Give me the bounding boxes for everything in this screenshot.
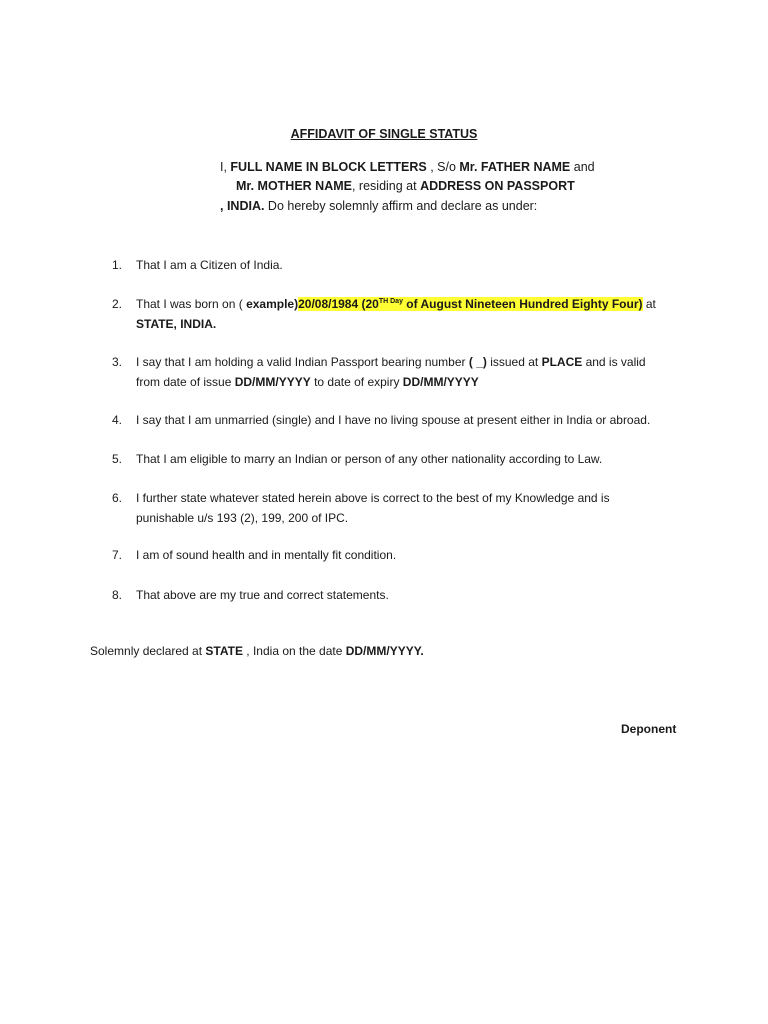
birth-date-highlight [298,297,642,311]
item-text-part: issued at [486,355,542,369]
item-number: 4. [112,413,123,427]
item-text: That above are my true and correct statements. [136,588,389,602]
item-number: 2. [112,297,123,311]
item-number: 3. [112,355,123,369]
deponent-label: Deponent [621,722,677,736]
item-number: 8. [112,588,123,602]
item-number: 1. [112,258,123,272]
declaration-text: , India on the date [242,644,346,658]
item-text [136,294,656,314]
intro-line-1 [220,160,595,174]
india-text: , INDIA. [220,199,265,213]
item-text-part: at [642,297,656,311]
example-label: example) [246,297,299,311]
intro-text: , S/o [426,160,460,174]
intro-line-3 [220,199,537,213]
item-text: I further state whatever stated herein above is correct to the best of my Knowledge and is [136,491,610,505]
passport-number-placeholder: ( _) [468,355,487,369]
item-text-part: and is valid [582,355,646,369]
place-placeholder: PLACE [541,355,583,369]
father-name-placeholder: Mr. FATHER NAME [459,160,571,174]
full-name-placeholder: FULL NAME IN BLOCK LETTERS [230,160,427,174]
birth-date: 20/08/1984 (20 [298,297,379,311]
item-text-part: from date of issue [136,375,235,389]
item-text-part: to date of expiry [310,375,403,389]
item-text-part: I say that I am holding a valid Indian Passport bearing number [136,355,469,369]
item-text-line-2 [136,372,479,392]
birth-date-words: of August Nineteen Hundred Eighty Four) [402,297,643,311]
declaration-date-placeholder: DD/MM/YYYY. [345,644,424,658]
item-text: That I am a Citizen of India. [136,258,283,272]
item-text: That I am eligible to marry an Indian or person of any other nationality according to Law. [136,452,603,466]
item-text-part: That I was born on ( [136,297,247,311]
item-number: 7. [112,548,123,562]
state-placeholder: STATE [205,644,243,658]
item-text: I am of sound health and in mentally fit condition. [136,548,397,562]
item-number: 5. [112,452,123,466]
issue-date-placeholder: DD/MM/YYYY [234,375,311,389]
item-text [136,352,646,372]
declaration-line [90,644,424,658]
item-number: 6. [112,491,123,505]
intro-text: I, [220,160,231,174]
ordinal-superscript: TH Day [378,298,403,305]
declaration-text: Solemnly declared at [90,644,206,658]
address-placeholder: ADDRESS ON PASSPORT [420,179,575,193]
birth-place: STATE, INDIA. [136,317,217,331]
expiry-date-placeholder: DD/MM/YYYY [402,375,479,389]
item-text: I say that I am unmarried (single) and I have no living spouse at present either in India or abroad. [136,413,651,427]
item-text-line-2: punishable u/s 193 (2), 199, 200 of IPC. [136,511,349,525]
intro-text: and [570,160,595,174]
intro-text: Do hereby solemnly affirm and declare as under: [264,199,538,213]
intro-text: , residing at [351,179,421,193]
intro-line-2 [236,179,575,193]
document-title: AFFIDAVIT OF SINGLE STATUS [290,127,478,141]
mother-name-placeholder: Mr. MOTHER NAME [236,179,352,193]
